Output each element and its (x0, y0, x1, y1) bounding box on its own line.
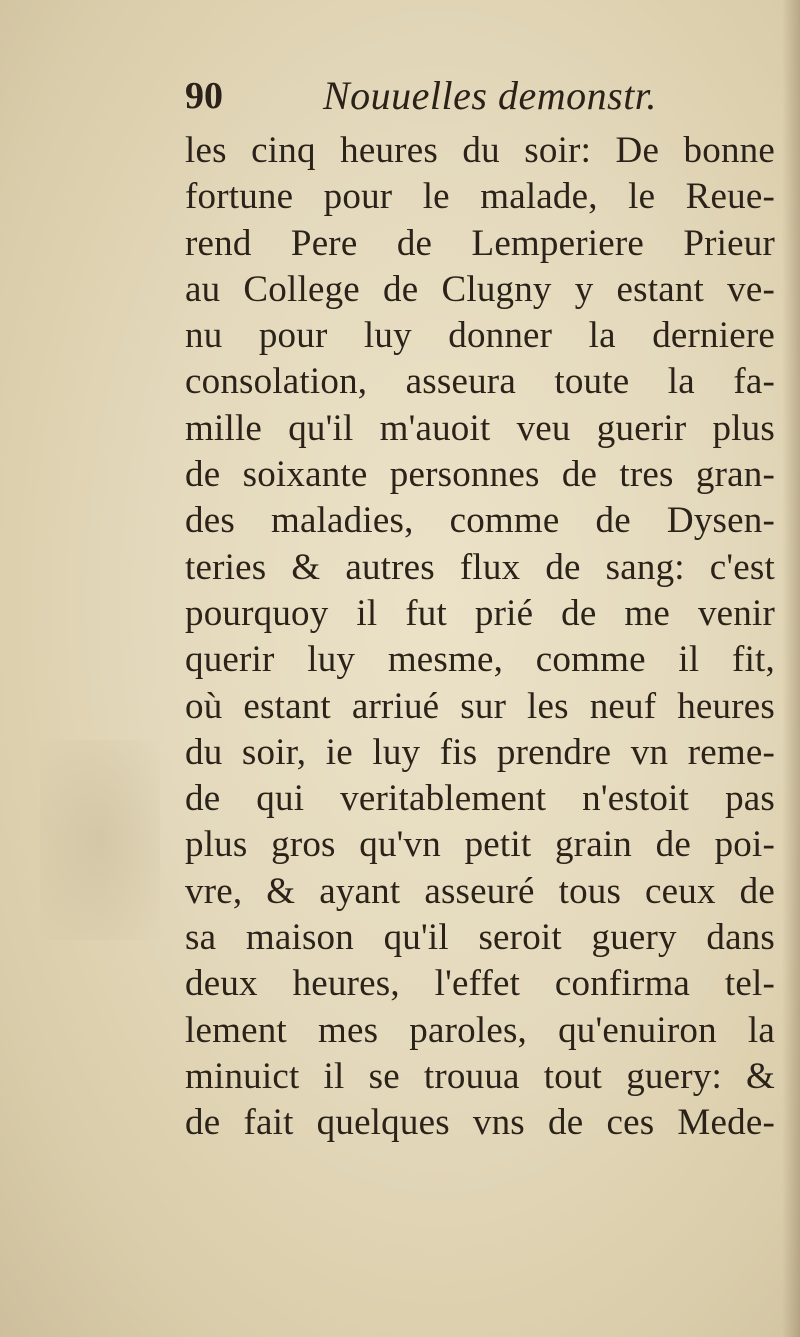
body-text (185, 128, 775, 1147)
text-line: de fait quelques vns de ces Mede- (185, 1102, 775, 1144)
text-line: du soir, ie luy fis prendre vn reme- (185, 731, 775, 773)
text-line: minuict il se trouua tout guery: & (185, 1055, 775, 1097)
text-line: rend Pere de Lemperiere Prieur (185, 222, 775, 264)
text-line: de soixante personnes de tres gran- (185, 454, 775, 496)
text-line: mille qu'il m'auoit veu guerir plus (185, 407, 775, 449)
text-line: vre, & ayant asseuré tous ceux de (185, 870, 775, 912)
text-line: plus gros qu'vn petit grain de poi- (185, 824, 775, 866)
text-line: fortune pour le malade, le Reue- (185, 176, 775, 218)
text-line: deux heures, l'effet confirma tel- (185, 963, 775, 1005)
text-line: teries & autres flux de sang: c'est (185, 546, 775, 588)
text-line: pourquoy il fut prié de me venir (185, 592, 775, 634)
page-header (185, 72, 785, 122)
text-line: de qui veritablement n'estoit pas (185, 778, 775, 820)
text-line: où estant arriué sur les neuf heures (185, 685, 775, 727)
text-line: les cinq heures du soir: De bonne (185, 130, 775, 171)
text-line: querir luy mesme, comme il fit, (185, 639, 775, 681)
text-line: au College de Clugny y estant ve- (185, 268, 775, 310)
text-line: nu pour luy donner la derniere (185, 315, 775, 357)
text-line: consolation, asseura toute la fa- (185, 361, 775, 403)
running-title: Nouuelles demonstr. (323, 73, 657, 118)
text-line: des maladies, comme de Dysen- (185, 500, 775, 542)
page-number: 90 (185, 75, 223, 117)
text-line: lement mes paroles, qu'enuiron la (185, 1009, 775, 1051)
text-line: sa maison qu'il seroit guery dans (185, 917, 775, 959)
